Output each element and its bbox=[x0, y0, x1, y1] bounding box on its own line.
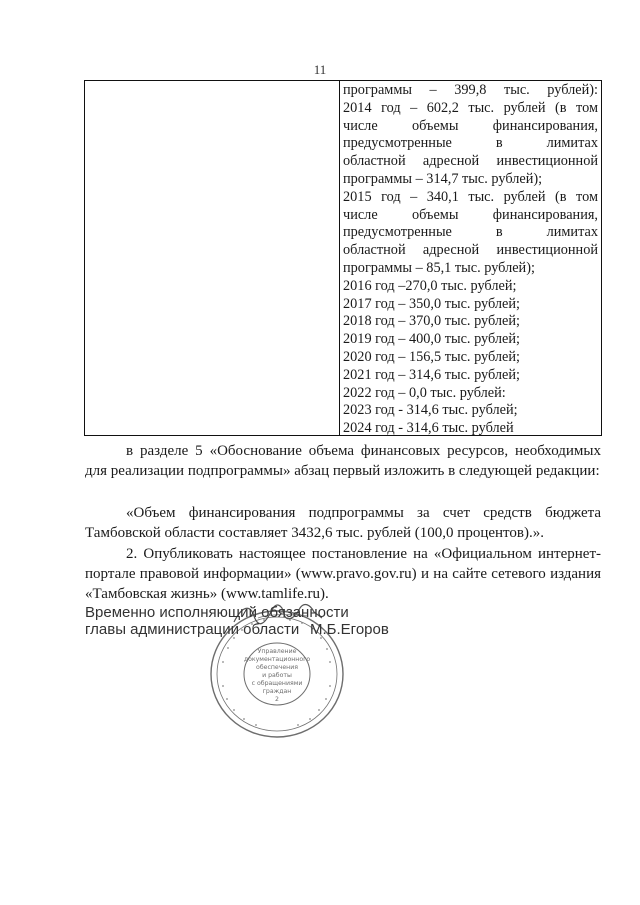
stamp-inner-line: с обращениями bbox=[251, 680, 303, 687]
page-number: 11 bbox=[313, 62, 327, 77]
financing-line: 2019 год – 400,0 тыс. рублей; bbox=[343, 331, 521, 348]
stamp-inner-line: 2 bbox=[275, 696, 279, 703]
financing-line: 2020 год – 156,5 тыс. рублей; bbox=[343, 348, 521, 365]
financing-volume-paragraph: «Объем финансирования подпрограммы за счет средств бюджета Тамбовской области составляет 3432,6 тыс. рублей (100,0 процентов).». bbox=[85, 505, 601, 541]
table-column-divider bbox=[339, 81, 340, 435]
financing-line: областной адресной инвестиционной bbox=[343, 242, 598, 259]
signatory-title-line1: Временно исполняющий обязанности bbox=[85, 604, 349, 621]
publication-paragraph: 2. Опубликовать настоящее постановление на «Официальном интернет-портале правовой информации» (www.pravo.gov.ru) и на сайте сетевого издания «Тамбовская жизнь» (www.tamlife.ru). bbox=[85, 546, 601, 602]
table-left-cell bbox=[85, 81, 339, 435]
table-right-cell bbox=[343, 82, 598, 438]
financing-line: 2018 год – 370,0 тыс. рублей; bbox=[343, 313, 521, 330]
stamp-inner-line: Управление bbox=[257, 648, 297, 655]
financing-line: программы – 399,8 тыс. рублей): bbox=[343, 82, 598, 98]
financing-line: программы – 85,1 тыс. рублей); bbox=[343, 259, 535, 276]
financing-line: 2023 год - 314,6 тыс. рублей; bbox=[343, 402, 518, 419]
financing-line: 2022 год – 0,0 тыс. рублей: bbox=[343, 384, 506, 401]
stamp-inner-line: граждан bbox=[262, 688, 292, 695]
financing-line: 2015 год – 340,1 тыс. рублей (в том bbox=[343, 188, 598, 205]
financing-line: программы – 314,7 тыс. рублей); bbox=[343, 170, 543, 187]
financing-line: 2024 год - 314,6 тыс. рублей bbox=[343, 420, 514, 437]
financing-line: 2014 год – 602,2 тыс. рублей (в том bbox=[343, 99, 598, 116]
financing-line: предусмотренные в лимитах bbox=[343, 135, 598, 152]
stamp-inner-line: обеспечения bbox=[256, 664, 298, 671]
financing-line: 2016 год –270,0 тыс. рублей; bbox=[343, 277, 517, 294]
signatory-title-line2: главы администрации области bbox=[85, 621, 300, 638]
financing-line: числе объемы финансирования, bbox=[343, 206, 598, 223]
financing-line: 2021 год – 314,6 тыс. рублей; bbox=[343, 366, 521, 383]
financing-line: областной адресной инвестиционной bbox=[343, 153, 598, 170]
financing-line: числе объемы финансирования, bbox=[343, 117, 598, 134]
financing-line: 2017 год – 350,0 тыс. рублей; bbox=[343, 295, 521, 312]
stamp-inner-line: документационного bbox=[243, 656, 311, 663]
stamp-inner-line: и работы bbox=[262, 672, 292, 679]
section5-paragraph: в разделе 5 «Обоснование объема финансовых ресурсов, необходимых для реализации подпрограммы» абзац первый изложить в следующей редакции: bbox=[85, 443, 601, 479]
signatory-name: М.Б.Егоров bbox=[310, 621, 389, 638]
financing-table bbox=[84, 80, 602, 436]
financing-line: предусмотренные в лимитах bbox=[343, 224, 598, 241]
